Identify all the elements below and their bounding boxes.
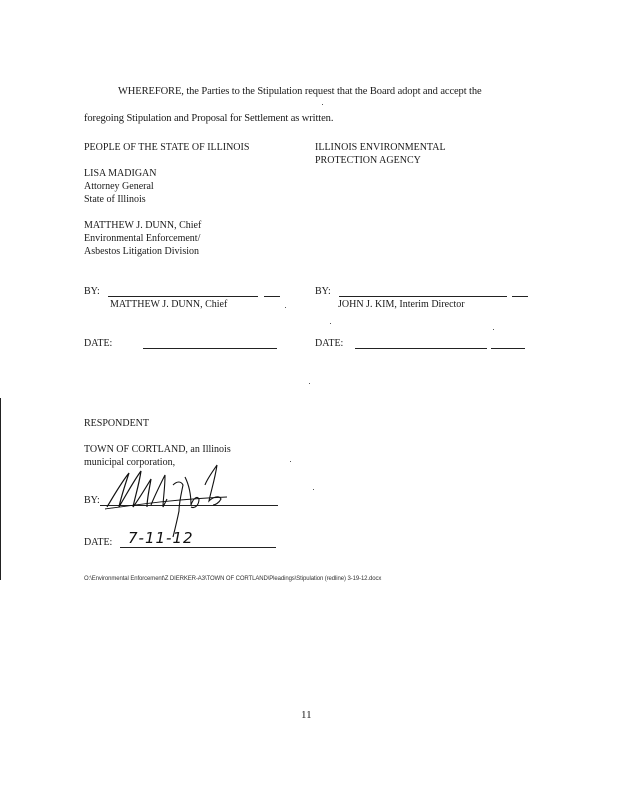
- people-date-label: DATE:: [84, 338, 113, 349]
- respondent-date-line: [120, 547, 276, 548]
- attorney-general-name: LISA MADIGAN: [84, 168, 157, 179]
- iepa-heading-1: ILLINOIS ENVIRONMENTAL: [315, 142, 446, 153]
- document-file-path: O:\Environmental Enforcement\Z DIERKER-A3\TOWN OF CORTLAND\Pleadings\Stipulation (redline) 3-19-12.docx: [84, 576, 382, 582]
- people-by-label: BY:: [84, 286, 100, 297]
- respondent-by-label: BY:: [84, 495, 100, 506]
- people-by-name: MATTHEW J. DUNN, Chief: [110, 299, 228, 310]
- iepa-signature-line: [339, 296, 507, 297]
- scan-speck: [290, 461, 291, 462]
- people-date-line: [143, 348, 277, 349]
- people-signature-line: [108, 296, 258, 297]
- paragraph-line-2: foregoing Stipulation and Proposal for Settlement as written.: [84, 113, 334, 124]
- scan-speck: [493, 329, 494, 330]
- page-number: 11: [301, 709, 312, 721]
- iepa-by-name: JOHN J. KIM, Interim Director: [338, 299, 465, 310]
- respondent-org-line-2: municipal corporation,: [84, 457, 176, 468]
- division-line-1: Environmental Enforcement/: [84, 233, 201, 244]
- scan-speck: [322, 104, 323, 105]
- attorney-general-state: State of Illinois: [84, 194, 146, 205]
- people-signature-line-tail: [264, 296, 280, 297]
- scan-speck: [309, 383, 310, 384]
- iepa-signature-line-tail: [512, 296, 528, 297]
- scan-speck: [285, 307, 286, 308]
- respondent-date-value: 7-11-12: [128, 529, 194, 547]
- division-chief-name: MATTHEW J. DUNN, Chief: [84, 220, 202, 231]
- paragraph-line-1: WHEREFORE, the Parties to the Stipulation request that the Board adopt and accept the: [118, 86, 482, 97]
- scan-speck: [330, 323, 331, 324]
- division-line-2: Asbestos Litigation Division: [84, 246, 199, 257]
- people-heading: PEOPLE OF THE STATE OF ILLINOIS: [84, 142, 250, 153]
- respondent-heading: RESPONDENT: [84, 418, 150, 429]
- iepa-date-label: DATE:: [315, 338, 344, 349]
- iepa-by-label: BY:: [315, 286, 331, 297]
- iepa-heading-2: PROTECTION AGENCY: [315, 155, 421, 166]
- scan-speck: [313, 489, 314, 490]
- iepa-date-line: [355, 348, 487, 349]
- respondent-date-label: DATE:: [84, 537, 113, 548]
- attorney-general-title: Attorney General: [84, 181, 154, 192]
- iepa-date-line-tail: [491, 348, 525, 349]
- respondent-org-line-1: TOWN OF CORTLAND, an Illinois: [84, 444, 231, 455]
- scan-edge-line: [0, 398, 1, 580]
